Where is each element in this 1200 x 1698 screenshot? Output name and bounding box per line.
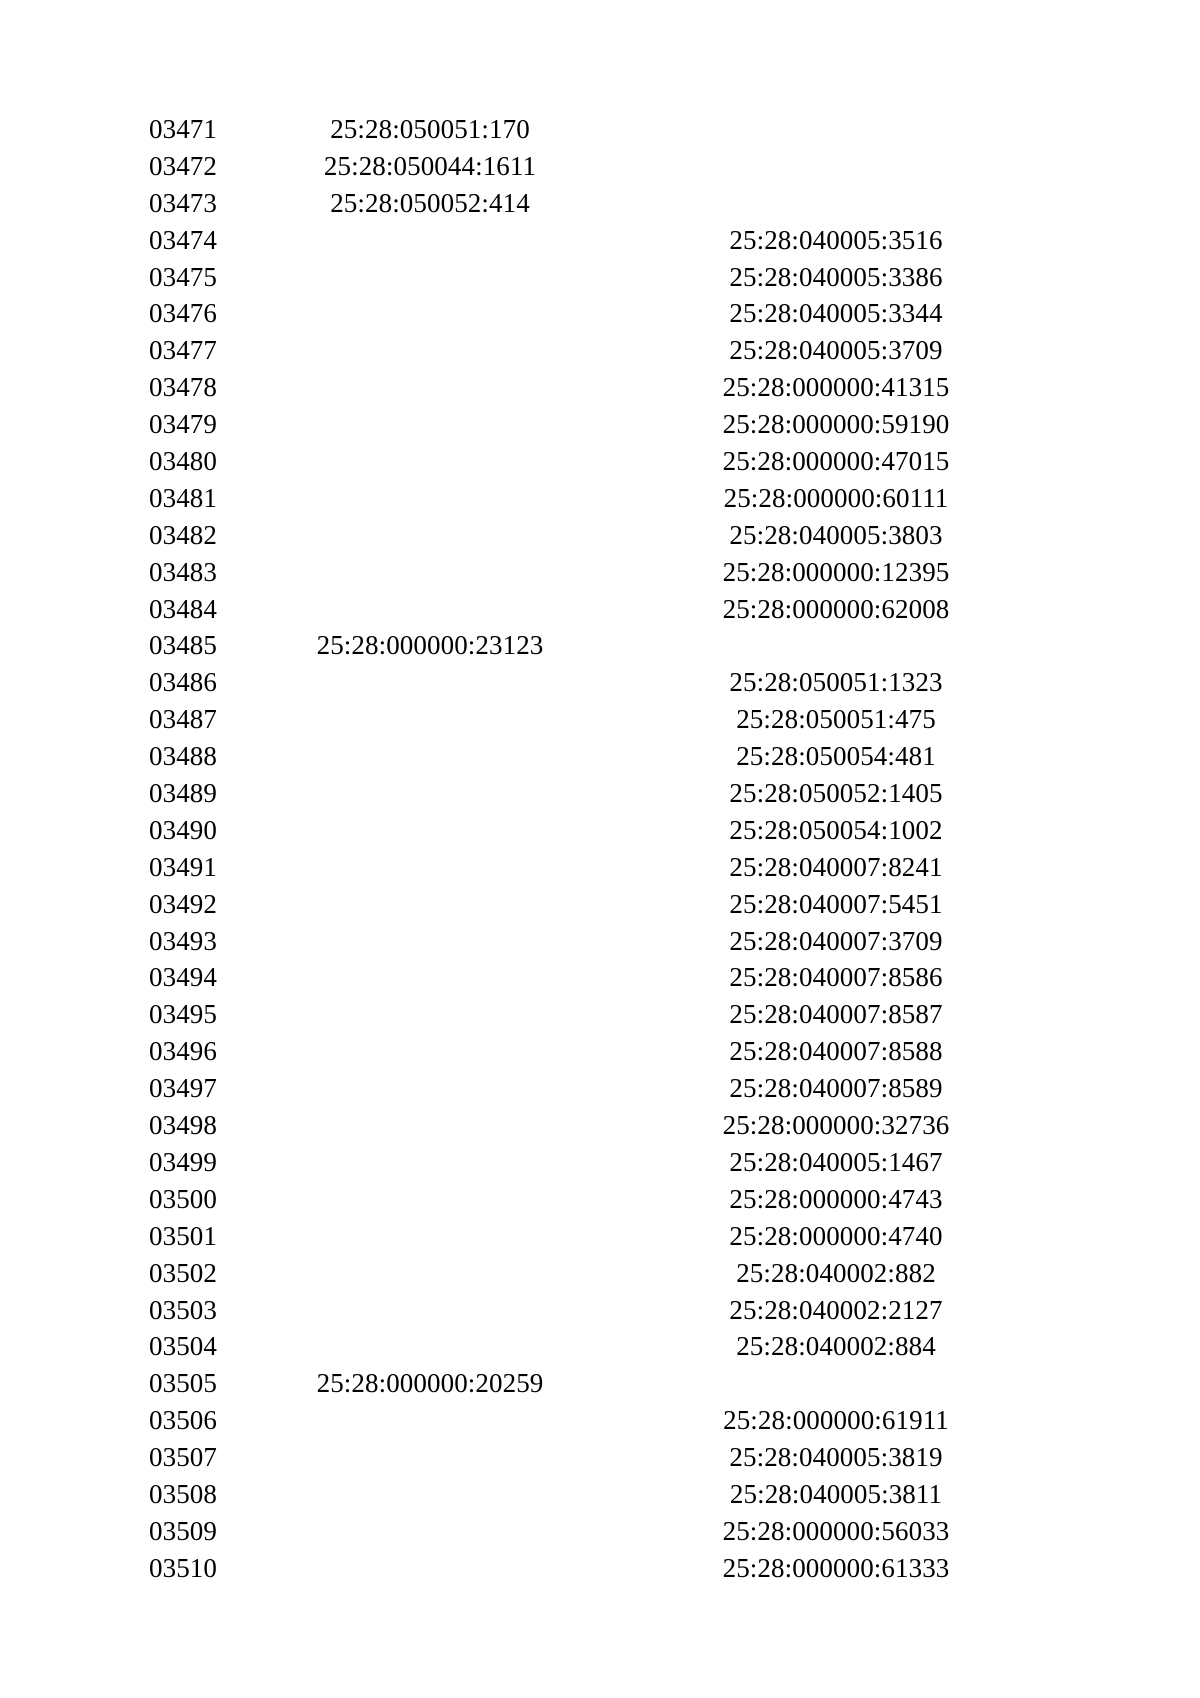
row-number: 03484 <box>149 593 217 624</box>
cadastral-number-secondary: 25:28:050051:1323 <box>729 667 943 698</box>
cadastral-number-secondary: 25:28:040007:8241 <box>729 851 943 882</box>
row-number: 03489 <box>149 778 217 809</box>
cadastral-number-primary: 25:28:050051:170 <box>330 114 530 144</box>
table-row <box>0 1328 1200 1365</box>
table-row <box>0 1550 1200 1587</box>
cadastral-number-secondary: 25:28:040007:8587 <box>729 999 943 1030</box>
cadastral-number-secondary: 25:28:040002:2127 <box>729 1294 943 1325</box>
cadastral-number-secondary: 25:28:000000:62008 <box>722 593 950 624</box>
table-row <box>0 1144 1200 1181</box>
table-row <box>0 1181 1200 1218</box>
cadastral-number-secondary: 25:28:040005:1467 <box>729 1146 943 1177</box>
cadastral-number-primary: 25:28:050044:1611 <box>323 150 537 181</box>
cadastral-number-secondary: 25:28:040005:3516 <box>729 224 943 255</box>
table-row <box>0 1107 1200 1144</box>
row-number: 03474 <box>149 224 217 255</box>
row-number: 03502 <box>149 1257 217 1288</box>
cadastral-number-secondary: 25:28:000000:41315 <box>722 372 950 403</box>
table-row <box>0 1402 1200 1439</box>
table-row <box>0 111 1200 148</box>
table-row <box>0 369 1200 406</box>
cadastral-number-secondary: 25:28:040002:884 <box>736 1331 936 1362</box>
cadastral-number-secondary: 25:28:040005:3386 <box>729 261 943 292</box>
cadastral-number-secondary: 25:28:000000:47015 <box>722 446 950 477</box>
row-number: 03495 <box>149 999 217 1030</box>
row-number: 03506 <box>149 1405 217 1436</box>
cadastral-number-secondary: 25:28:040007:8589 <box>729 1073 943 1104</box>
row-number: 03482 <box>149 519 217 550</box>
cadastral-number-secondary: 25:28:040005:3811 <box>729 1478 943 1509</box>
row-number: 03505 <box>149 1368 217 1399</box>
row-number: 03509 <box>149 1515 217 1546</box>
row-number: 03480 <box>149 446 217 477</box>
table-row <box>0 812 1200 849</box>
cadastral-number-secondary: 25:28:000000:56033 <box>722 1515 950 1546</box>
table-row <box>0 406 1200 443</box>
table-row <box>0 1033 1200 1070</box>
row-number: 03499 <box>149 1146 217 1177</box>
table-row <box>0 959 1200 996</box>
table-row <box>0 849 1200 886</box>
row-number: 03481 <box>149 482 217 513</box>
row-number: 03508 <box>149 1478 217 1509</box>
table-row <box>0 591 1200 628</box>
row-number: 03475 <box>149 261 217 292</box>
row-number: 03477 <box>149 335 217 366</box>
table-row <box>0 738 1200 775</box>
row-number: 03483 <box>149 556 217 587</box>
table-row <box>0 332 1200 369</box>
row-number: 03497 <box>149 1073 217 1104</box>
cadastral-number-primary: 25:28:000000:20259 <box>316 1368 544 1399</box>
row-number: 03487 <box>149 704 217 735</box>
cadastral-number-secondary: 25:28:040007:8586 <box>729 962 943 993</box>
table-row <box>0 923 1200 960</box>
table-row <box>0 295 1200 332</box>
cadastral-number-secondary: 25:28:040005:3819 <box>729 1442 943 1473</box>
table-row <box>0 1292 1200 1329</box>
row-number: 03500 <box>149 1183 217 1214</box>
table-row <box>0 185 1200 222</box>
cadastral-number-secondary: 25:28:050054:481 <box>736 741 936 772</box>
table-row <box>0 517 1200 554</box>
row-number: 03503 <box>149 1294 217 1325</box>
cadastral-number-primary: 25:28:050052:414 <box>330 187 530 218</box>
cadastral-number-secondary: 25:28:000000:60111 <box>723 482 949 513</box>
table-row <box>0 1218 1200 1255</box>
row-number: 03479 <box>149 409 217 440</box>
row-number: 03501 <box>149 1220 217 1251</box>
table-row <box>0 1476 1200 1513</box>
table-row <box>0 554 1200 591</box>
cadastral-number-secondary: 25:28:040007:5451 <box>729 888 943 919</box>
row-number: 03510 <box>149 1552 217 1583</box>
table-row <box>0 1255 1200 1292</box>
cadastral-number-secondary: 25:28:040007:8588 <box>729 1036 943 1067</box>
cadastral-number-secondary: 25:28:040002:882 <box>736 1257 936 1288</box>
cadastral-number-secondary: 25:28:040007:3709 <box>729 925 943 956</box>
table-row <box>0 480 1200 517</box>
cadastral-number-secondary: 25:28:000000:59190 <box>722 409 950 440</box>
row-number: 03472 <box>149 150 217 181</box>
row-number: 03494 <box>149 962 217 993</box>
row-number: 03476 <box>149 298 217 329</box>
cadastral-table <box>0 111 1200 1587</box>
row-number: 03496 <box>149 1036 217 1067</box>
table-row <box>0 1070 1200 1107</box>
table-row <box>0 1439 1200 1476</box>
table-row <box>0 148 1200 185</box>
row-number: 03478 <box>149 372 217 403</box>
row-number: 03485 <box>149 630 217 661</box>
cadastral-number-secondary: 25:28:050052:1405 <box>729 778 943 809</box>
table-row <box>0 701 1200 738</box>
row-number: 03488 <box>149 741 217 772</box>
table-row <box>0 886 1200 923</box>
table-row <box>0 443 1200 480</box>
cadastral-number-secondary: 25:28:040005:3709 <box>729 335 943 366</box>
cadastral-number-secondary: 25:28:040005:3803 <box>729 519 943 550</box>
table-row <box>0 222 1200 259</box>
row-number: 03471 <box>149 114 217 144</box>
cadastral-number-secondary: 25:28:000000:32736 <box>722 1110 950 1141</box>
row-number: 03490 <box>149 814 217 845</box>
cadastral-number-secondary: 25:28:000000:12395 <box>722 556 950 587</box>
table-row <box>0 1365 1200 1402</box>
cadastral-number-primary: 25:28:000000:23123 <box>316 630 544 661</box>
row-number: 03504 <box>149 1331 217 1362</box>
cadastral-number-secondary: 25:28:000000:61911 <box>723 1405 949 1436</box>
cadastral-number-secondary: 25:28:050054:1002 <box>729 814 943 845</box>
cadastral-number-secondary: 25:28:000000:4743 <box>729 1183 943 1214</box>
cadastral-number-secondary: 25:28:050051:475 <box>736 704 936 735</box>
cadastral-number-secondary: 25:28:040005:3344 <box>729 298 943 329</box>
table-row <box>0 627 1200 664</box>
row-number: 03491 <box>149 851 217 882</box>
table-row <box>0 996 1200 1033</box>
table-row <box>0 664 1200 701</box>
row-number: 03492 <box>149 888 217 919</box>
row-number: 03486 <box>149 667 217 698</box>
table-row <box>0 1513 1200 1550</box>
row-number: 03498 <box>149 1110 217 1141</box>
table-row <box>0 775 1200 812</box>
cadastral-number-secondary: 25:28:000000:4740 <box>729 1220 943 1251</box>
row-number: 03473 <box>149 187 217 218</box>
row-number: 03493 <box>149 925 217 956</box>
cadastral-number-secondary: 25:28:000000:61333 <box>722 1552 950 1583</box>
table-row <box>0 259 1200 296</box>
row-number: 03507 <box>149 1442 217 1473</box>
